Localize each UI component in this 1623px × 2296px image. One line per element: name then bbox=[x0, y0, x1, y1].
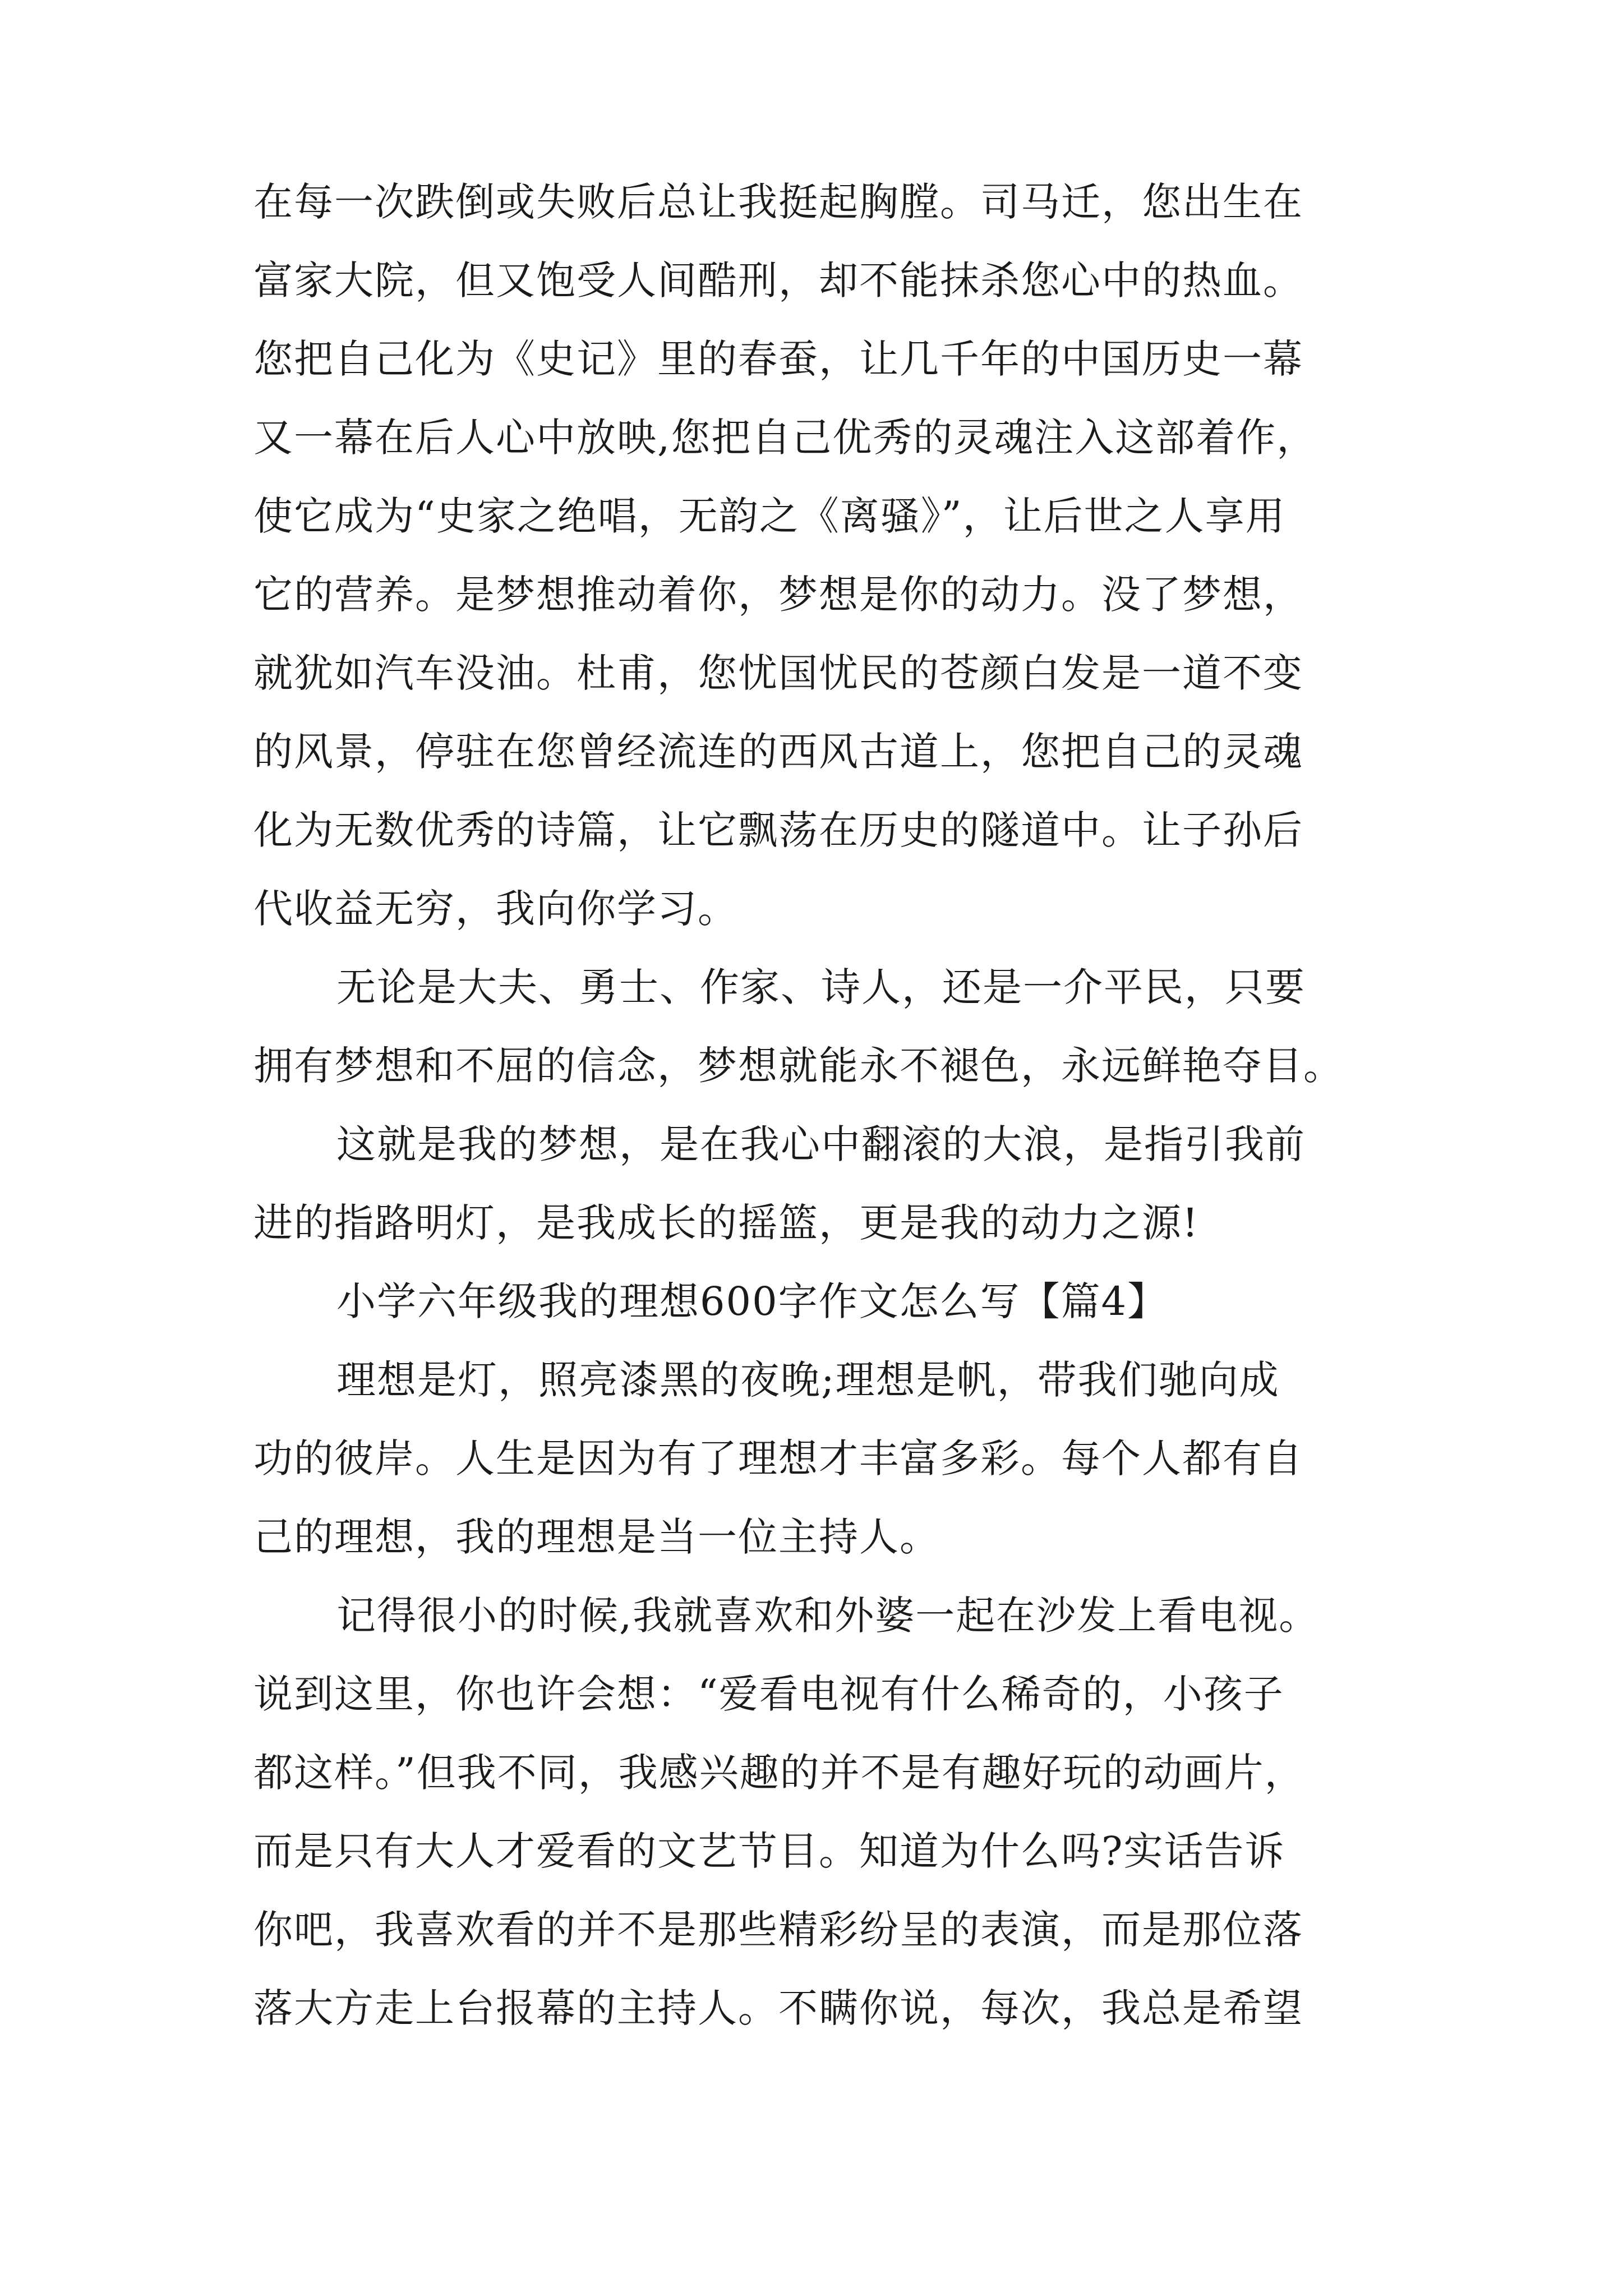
paragraph-line: 在每一次跌倒或失败后总让我挺起胸膛。司马迁，您出生在 bbox=[253, 179, 1303, 225]
paragraph-line: 代收益无穷，我向你学习。 bbox=[253, 886, 738, 932]
paragraph-line: 它的营养。是梦想推动着你，梦想是你的动力。没了梦想， bbox=[253, 572, 1303, 618]
paragraph-line: 落大方走上台报幕的主持人。不瞒你说，每次，我总是希望 bbox=[253, 1985, 1303, 2031]
paragraph-line: 功的彼岸。人生是因为有了理想才丰富多彩。每个人都有自 bbox=[253, 1435, 1303, 1481]
paragraph-line: 又一幕在后人心中放映,您把自己优秀的灵魂注入这部着作， bbox=[253, 415, 1317, 461]
paragraph-line: 你吧，我喜欢看的并不是那些精彩纷呈的表演，而是那位落 bbox=[253, 1907, 1303, 1953]
paragraph-line: 的风景，停驻在您曾经流连的西风古道上，您把自己的灵魂 bbox=[253, 729, 1303, 775]
paragraph-line: 化为无数优秀的诗篇，让它飘荡在历史的隧道中。让子孙后 bbox=[253, 807, 1303, 853]
paragraph-line: 而是只有大人才爱看的文艺节目。知道为什么吗?实话告诉 bbox=[253, 1828, 1285, 1874]
paragraph-line: 使它成为“史家之绝唱，无韵之《离骚》”，让后世之人享用 bbox=[253, 493, 1286, 539]
paragraph-line: 富家大院，但又饱受人间酷刑，却不能抹杀您心中的热血。 bbox=[253, 257, 1303, 303]
paragraph-line: 无论是大夫、勇士、作家、诗人，还是一介平民，只要 bbox=[336, 964, 1306, 1010]
section-heading: 小学六年级我的理想600字作文怎么写【篇4】 bbox=[336, 1278, 1168, 1324]
paragraph-line: 您把自己化为《史记》里的春蚕，让几千年的中国历史一幕 bbox=[253, 336, 1303, 382]
paragraph-line: 说到这里，你也许会想：“爱看电视有什么稀奇的，小孩子 bbox=[253, 1671, 1284, 1717]
paragraph-line: 都这样。”但我不同，我感兴趣的并不是有趣好玩的动画片， bbox=[253, 1750, 1305, 1796]
paragraph-line: 进的指路明灯，是我成长的摇篮，更是我的动力之源! bbox=[253, 1200, 1200, 1246]
paragraph-line: 就犹如汽车没油。杜甫，您忧国忧民的苍颜白发是一道不变 bbox=[253, 650, 1303, 696]
paragraph-line: 记得很小的时候,我就喜欢和外婆一起在沙发上看电视。 bbox=[336, 1593, 1320, 1639]
paragraph-line: 拥有梦想和不屈的信念，梦想就能永不褪色，永远鲜艳夺目。 bbox=[253, 1043, 1344, 1089]
paragraph-line: 这就是我的梦想，是在我心中翻滚的大浪，是指引我前 bbox=[336, 1121, 1306, 1167]
paragraph-line: 理想是灯，照亮漆黑的夜晚;理想是帆，带我们驰向成 bbox=[336, 1357, 1280, 1403]
paragraph-line: 己的理想，我的理想是当一位主持人。 bbox=[253, 1514, 940, 1560]
